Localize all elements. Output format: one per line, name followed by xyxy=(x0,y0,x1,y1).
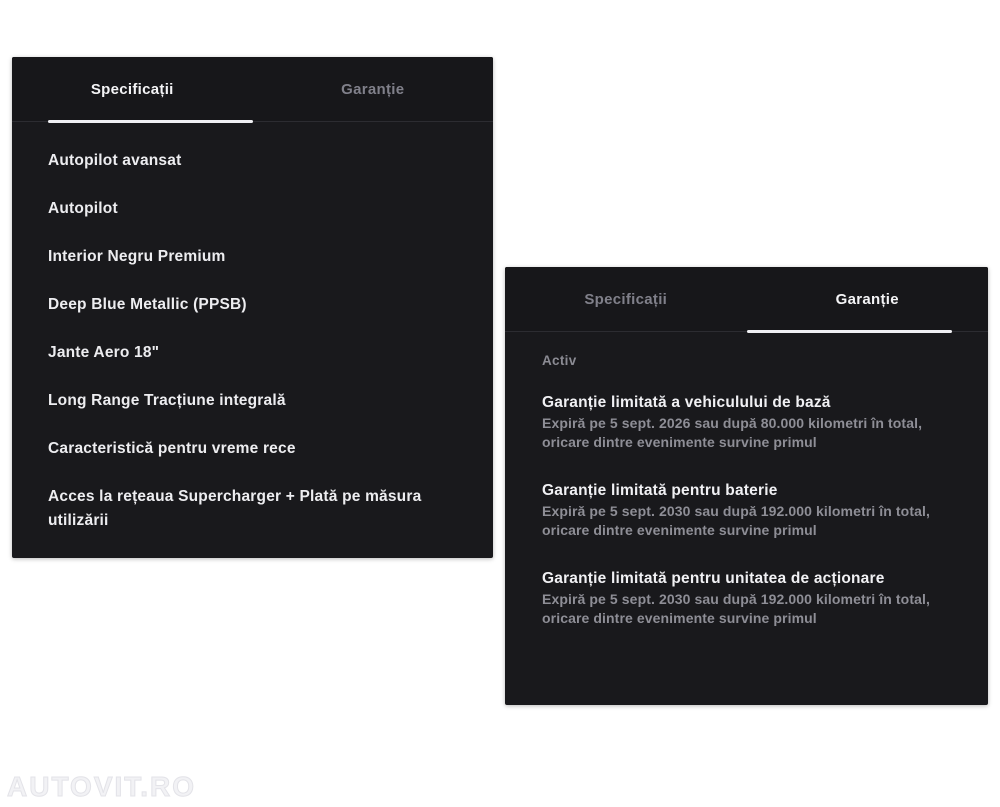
warranty-card-tab-bar xyxy=(505,267,988,332)
specs-card-tab-bar xyxy=(12,57,493,122)
warranty-item xyxy=(542,480,951,540)
specifications-card xyxy=(12,57,493,558)
spec-item: Caracteristică pentru vreme rece xyxy=(48,440,296,457)
spec-item: Autopilot avansat xyxy=(48,152,182,169)
spec-item: Acces la rețeaua Supercharger + Plată pe măsura utilizării xyxy=(48,488,422,529)
active-tab-underline xyxy=(747,330,953,333)
warranty-item xyxy=(542,392,951,452)
active-tab-underline xyxy=(48,120,253,123)
tab-specificatii[interactable]: Specificații xyxy=(90,80,174,98)
warranty-item-description: Expiră pe 5 sept. 2030 sau după 192.000 kilometri în total, oricare dintre evenimente survine primul xyxy=(542,591,930,626)
tab-specificatii[interactable]: Specificații xyxy=(584,290,668,308)
warranty-card xyxy=(505,267,988,705)
spec-list xyxy=(12,122,493,545)
warranty-item xyxy=(542,568,951,628)
warranty-item-title: Garanție limitată a vehiculului de bază xyxy=(542,394,831,411)
spec-item: Deep Blue Metallic (PPSB) xyxy=(48,296,247,313)
tab-garantie[interactable]: Garanție xyxy=(341,80,405,98)
spec-item: Long Range Tracțiune integrală xyxy=(48,392,286,409)
warranty-item-description: Expiră pe 5 sept. 2030 sau după 192.000 kilometri în total, oricare dintre evenimente survine primul xyxy=(542,503,930,538)
spec-item: Jante Aero 18" xyxy=(48,344,160,361)
warranty-item-description: Expiră pe 5 sept. 2026 sau după 80.000 kilometri în total, oricare dintre evenimente survine primul xyxy=(542,415,923,450)
warranty-item-title: Garanție limitată pentru unitatea de acționare xyxy=(542,570,885,587)
spec-item: Autopilot xyxy=(48,200,118,217)
warranty-item-title: Garanție limitată pentru baterie xyxy=(542,482,778,499)
spec-item: Interior Negru Premium xyxy=(48,248,226,265)
warranty-list xyxy=(505,332,988,628)
tab-garantie[interactable]: Garanție xyxy=(835,290,899,308)
autovit-watermark-logo: AUTOVIT.RO xyxy=(7,771,197,802)
warranty-status-label: Activ xyxy=(542,353,577,368)
